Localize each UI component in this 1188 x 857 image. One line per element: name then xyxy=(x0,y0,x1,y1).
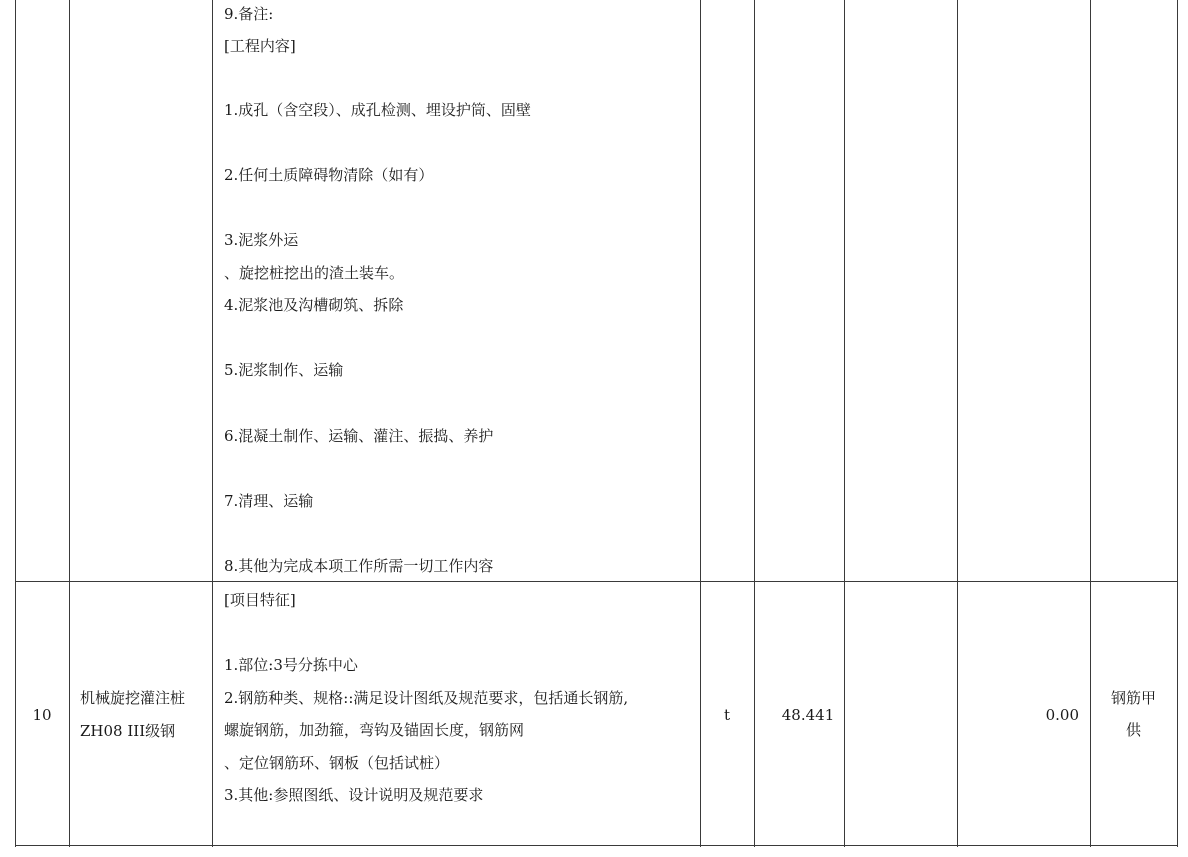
feature-line: 2.钢筋种类、规格::满足设计图纸及规范要求，包括通长钢筋, xyxy=(224,689,629,707)
work-item-line: [工程内容] xyxy=(224,37,296,55)
col-border-2 xyxy=(212,0,213,847)
work-item-line: 、旋挖桩挖出的渣土装车。 xyxy=(224,264,405,282)
work-item-line: 3.泥浆外运 xyxy=(224,231,299,249)
row-border-bottom xyxy=(15,845,1178,846)
item-name-line2: ZH08 III级钢 xyxy=(80,722,176,740)
row-index: 10 xyxy=(32,706,52,724)
feature-line: 3.其他:参照图纸、设计说明及规范要求 xyxy=(224,786,484,804)
work-item-line: 1.成孔（含空段）、成孔检测、埋设护筒、固壁 xyxy=(224,101,531,119)
col-border-1 xyxy=(69,0,70,847)
feature-line: 、定位钢筋环、钢板（包括试桩） xyxy=(224,754,450,772)
unit-cell: t xyxy=(723,706,731,724)
work-item-line: 4.泥浆池及沟槽砌筑、拆除 xyxy=(224,296,404,314)
work-item-line: 8.其他为完成本项工作所需一切工作内容 xyxy=(224,557,494,575)
feature-line: [项目特征] xyxy=(224,591,296,609)
item-name-line1: 机械旋挖灌注桩 xyxy=(80,689,186,707)
amount-cell: 0.00 xyxy=(1045,706,1079,724)
remark-line2: 供 xyxy=(1125,721,1141,739)
work-item-line: 7.清理、运输 xyxy=(224,492,314,510)
quantity-cell: 48.441 xyxy=(781,706,835,724)
remark-line1: 钢筋甲 xyxy=(1110,689,1156,707)
feature-line: 螺旋钢筋，加劲箍，弯钩及锚固长度，钢筋网 xyxy=(224,721,525,739)
work-item-line: 5.泥浆制作、运输 xyxy=(224,361,344,379)
work-item-line: 9.备注: xyxy=(224,5,274,23)
col-border-right xyxy=(1177,0,1178,847)
work-item-line: 6.混凝土制作、运输、灌注、振捣、养护 xyxy=(224,427,494,445)
feature-line: 1.部位:3号分拣中心 xyxy=(224,656,358,674)
work-item-line: 2.任何土质障碍物清除（如有） xyxy=(224,166,434,184)
row-divider xyxy=(15,581,1178,582)
